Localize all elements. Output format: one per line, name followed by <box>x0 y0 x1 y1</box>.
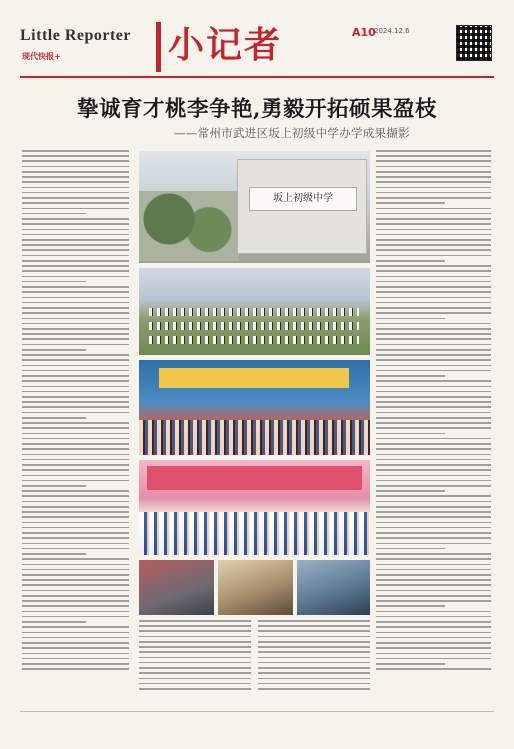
text-line-placeholder <box>376 475 491 477</box>
text-line-placeholder <box>22 239 129 241</box>
text-line-placeholder <box>22 579 129 581</box>
article-headline: 挚诚育才桃李争艳,勇毅开拓硕果盈枝 <box>77 97 437 122</box>
text-line-placeholder <box>22 569 129 571</box>
text-line-placeholder <box>22 464 129 466</box>
text-line-placeholder <box>376 265 491 267</box>
text-line-placeholder <box>376 605 445 607</box>
text-line-placeholder <box>258 630 370 632</box>
text-line-placeholder <box>376 417 491 419</box>
text-line-placeholder <box>139 630 251 632</box>
photo-stage-banner <box>159 368 349 388</box>
text-line-placeholder <box>376 208 491 210</box>
text-line-placeholder <box>22 637 129 639</box>
text-line-placeholder <box>376 286 491 288</box>
text-line-placeholder <box>376 150 491 152</box>
text-line-placeholder <box>139 641 251 643</box>
text-line-placeholder <box>22 281 86 283</box>
text-line-placeholder <box>22 192 129 194</box>
text-line-placeholder <box>22 511 129 513</box>
text-line-placeholder <box>22 548 129 550</box>
text-line-placeholder <box>376 160 491 162</box>
text-line-placeholder <box>22 495 129 497</box>
text-line-placeholder <box>22 433 129 435</box>
text-line-placeholder <box>22 611 129 613</box>
text-line-placeholder <box>22 558 129 560</box>
text-line-placeholder <box>376 276 491 278</box>
text-line-placeholder <box>376 412 491 414</box>
text-line-placeholder <box>376 548 445 550</box>
text-line-placeholder <box>22 658 129 660</box>
text-line-placeholder <box>22 632 129 634</box>
text-line-placeholder <box>22 291 129 293</box>
text-line-placeholder <box>22 260 129 262</box>
text-line-placeholder <box>22 448 129 450</box>
text-line-placeholder <box>376 365 491 367</box>
text-line-placeholder <box>258 672 370 674</box>
photo-group-banner <box>147 466 362 490</box>
text-line-placeholder <box>376 668 491 670</box>
text-line-placeholder <box>376 427 491 429</box>
text-line-placeholder <box>376 600 491 602</box>
masthead-sub-label: 现代快报+ <box>22 52 61 61</box>
text-line-placeholder <box>22 626 129 628</box>
text-line-placeholder <box>22 595 129 597</box>
photo-gate-sign: 坂上初级中学 <box>249 187 357 211</box>
text-line-placeholder <box>22 475 129 477</box>
text-line-placeholder <box>376 297 491 299</box>
masthead-divider <box>20 76 494 78</box>
text-line-placeholder <box>22 406 129 408</box>
text-line-placeholder <box>376 223 491 225</box>
text-line-placeholder <box>258 620 370 622</box>
text-line-placeholder <box>376 611 491 613</box>
text-line-placeholder <box>22 160 129 162</box>
text-line-placeholder <box>376 532 491 534</box>
text-line-placeholder <box>376 480 491 482</box>
text-line-placeholder <box>258 625 370 627</box>
text-line-placeholder <box>22 176 129 178</box>
text-line-placeholder <box>139 657 251 659</box>
text-line-placeholder <box>22 187 129 189</box>
text-line-placeholder <box>22 255 129 257</box>
text-line-placeholder <box>376 396 491 398</box>
text-line-placeholder <box>22 333 129 335</box>
text-line-placeholder <box>376 176 491 178</box>
text-line-placeholder <box>376 448 491 450</box>
text-line-placeholder <box>376 490 445 492</box>
text-line-placeholder <box>22 365 129 367</box>
text-line-placeholder <box>22 543 129 545</box>
text-line-placeholder <box>22 265 129 267</box>
text-line-placeholder <box>22 181 129 183</box>
text-line-placeholder <box>22 202 129 204</box>
text-line-placeholder <box>22 412 129 414</box>
text-line-placeholder <box>22 318 129 320</box>
section-title: 小记者 <box>168 24 283 66</box>
text-line-placeholder <box>376 406 491 408</box>
text-line-placeholder <box>376 312 491 314</box>
photo-group-performance <box>139 460 370 555</box>
issue-date: 2024.12.6 <box>374 27 410 35</box>
text-line-placeholder <box>22 386 129 388</box>
text-line-placeholder <box>139 667 251 669</box>
text-line-placeholder <box>376 626 491 628</box>
text-line-placeholder <box>22 276 129 278</box>
text-line-placeholder <box>22 208 129 210</box>
text-line-placeholder <box>139 620 251 622</box>
text-line-placeholder <box>139 688 251 690</box>
text-line-placeholder <box>376 338 491 340</box>
text-line-placeholder <box>22 532 129 534</box>
photo-student-row <box>149 308 359 316</box>
text-line-placeholder <box>376 375 445 377</box>
body-column-bottom-1 <box>139 620 251 695</box>
text-line-placeholder <box>22 213 86 215</box>
text-line-placeholder <box>258 646 370 648</box>
text-line-placeholder <box>22 171 129 173</box>
text-line-placeholder <box>376 438 491 440</box>
text-line-placeholder <box>258 651 370 653</box>
text-line-placeholder <box>376 616 491 618</box>
text-line-placeholder <box>376 239 491 241</box>
photo-classroom-3 <box>297 560 370 615</box>
text-line-placeholder <box>22 443 129 445</box>
photo-trees <box>139 191 239 261</box>
masthead-red-bar <box>156 22 161 72</box>
text-line-placeholder <box>22 454 129 456</box>
text-line-placeholder <box>22 380 129 382</box>
text-line-placeholder <box>376 637 491 639</box>
text-line-placeholder <box>376 155 491 157</box>
text-line-placeholder <box>376 270 491 272</box>
text-line-placeholder <box>376 579 491 581</box>
text-line-placeholder <box>22 506 129 508</box>
text-line-placeholder <box>376 495 491 497</box>
text-line-placeholder <box>22 229 129 231</box>
text-line-placeholder <box>22 584 129 586</box>
text-line-placeholder <box>376 359 491 361</box>
text-line-placeholder <box>22 354 129 356</box>
text-line-placeholder <box>22 490 129 492</box>
text-line-placeholder <box>376 516 491 518</box>
text-line-placeholder <box>22 427 129 429</box>
text-line-placeholder <box>376 281 491 283</box>
text-line-placeholder <box>376 302 491 304</box>
text-line-placeholder <box>22 616 129 618</box>
text-line-placeholder <box>376 244 491 246</box>
text-line-placeholder <box>22 297 129 299</box>
text-line-placeholder <box>376 249 491 251</box>
text-line-placeholder <box>22 312 129 314</box>
text-line-placeholder <box>376 569 491 571</box>
text-line-placeholder <box>376 307 491 309</box>
body-column-bottom-2 <box>258 620 370 695</box>
photo-group-people <box>139 512 370 555</box>
text-line-placeholder <box>22 391 129 393</box>
photo-classroom-1 <box>139 560 214 615</box>
text-line-placeholder <box>22 417 86 419</box>
photo-student-parade <box>139 268 370 355</box>
text-line-placeholder <box>22 155 129 157</box>
text-line-placeholder <box>376 328 491 330</box>
text-line-placeholder <box>22 668 129 670</box>
text-line-placeholder <box>376 380 491 382</box>
text-line-placeholder <box>376 564 491 566</box>
text-line-placeholder <box>22 401 129 403</box>
text-line-placeholder <box>22 621 86 623</box>
text-line-placeholder <box>22 323 129 325</box>
text-line-placeholder <box>376 443 491 445</box>
text-line-placeholder <box>139 636 251 638</box>
text-line-placeholder <box>376 323 491 325</box>
text-line-placeholder <box>22 647 129 649</box>
text-line-placeholder <box>22 438 129 440</box>
text-line-placeholder <box>139 672 251 674</box>
text-line-placeholder <box>22 516 129 518</box>
text-line-placeholder <box>376 422 491 424</box>
text-line-placeholder <box>258 667 370 669</box>
text-line-placeholder <box>22 485 86 487</box>
text-line-placeholder <box>376 187 491 189</box>
text-line-placeholder <box>22 249 129 251</box>
text-line-placeholder <box>376 527 491 529</box>
text-line-placeholder <box>22 307 129 309</box>
text-line-placeholder <box>376 454 491 456</box>
text-line-placeholder <box>376 260 445 262</box>
text-line-placeholder <box>376 469 491 471</box>
text-line-placeholder <box>376 590 491 592</box>
text-line-placeholder <box>22 375 129 377</box>
footer-divider <box>20 711 494 712</box>
text-line-placeholder <box>139 625 251 627</box>
text-line-placeholder <box>22 564 129 566</box>
text-line-placeholder <box>376 459 491 461</box>
text-line-placeholder <box>376 501 491 503</box>
text-line-placeholder <box>376 511 491 513</box>
text-line-placeholder <box>22 270 129 272</box>
text-line-placeholder <box>22 422 129 424</box>
article-subhead: ——常州市武进区坂上初级中学办学成果撷影 <box>174 126 410 140</box>
text-line-placeholder <box>376 192 491 194</box>
text-line-placeholder <box>22 663 129 665</box>
text-line-placeholder <box>22 653 129 655</box>
text-line-placeholder <box>22 600 129 602</box>
text-line-placeholder <box>376 653 491 655</box>
text-line-placeholder <box>376 401 491 403</box>
text-line-placeholder <box>376 354 491 356</box>
text-line-placeholder <box>22 605 129 607</box>
text-line-placeholder <box>22 574 129 576</box>
text-line-placeholder <box>376 344 491 346</box>
text-line-placeholder <box>376 318 445 320</box>
text-line-placeholder <box>376 386 491 388</box>
text-line-placeholder <box>139 662 251 664</box>
text-line-placeholder <box>376 558 491 560</box>
text-line-placeholder <box>258 636 370 638</box>
text-line-placeholder <box>22 370 129 372</box>
photo-student-row <box>149 322 359 330</box>
page-number: A10 <box>352 26 376 39</box>
text-line-placeholder <box>376 663 445 665</box>
text-line-placeholder <box>22 642 129 644</box>
text-line-placeholder <box>376 229 491 231</box>
text-line-placeholder <box>376 391 491 393</box>
text-line-placeholder <box>22 244 129 246</box>
text-line-placeholder <box>22 553 86 555</box>
text-line-placeholder <box>376 213 491 215</box>
text-line-placeholder <box>376 485 491 487</box>
text-line-placeholder <box>376 647 491 649</box>
text-line-placeholder <box>376 584 491 586</box>
text-line-placeholder <box>376 181 491 183</box>
text-line-placeholder <box>22 459 129 461</box>
text-line-placeholder <box>22 537 129 539</box>
text-line-placeholder <box>22 469 129 471</box>
text-line-placeholder <box>376 218 491 220</box>
text-line-placeholder <box>258 683 370 685</box>
text-line-placeholder <box>376 522 491 524</box>
text-line-placeholder <box>376 171 491 173</box>
text-line-placeholder <box>376 255 491 257</box>
text-line-placeholder <box>22 480 129 482</box>
text-line-placeholder <box>258 678 370 680</box>
text-line-placeholder <box>22 218 129 220</box>
text-line-placeholder <box>22 396 129 398</box>
text-line-placeholder <box>376 333 491 335</box>
text-line-placeholder <box>22 501 129 503</box>
photo-stage-event <box>139 360 370 455</box>
text-line-placeholder <box>22 522 129 524</box>
text-line-placeholder <box>376 291 491 293</box>
text-line-placeholder <box>22 590 129 592</box>
text-line-placeholder <box>376 234 491 236</box>
text-line-placeholder <box>22 197 129 199</box>
text-line-placeholder <box>22 359 129 361</box>
text-line-placeholder <box>22 150 129 152</box>
text-line-placeholder <box>376 574 491 576</box>
text-line-placeholder <box>376 464 491 466</box>
text-line-placeholder <box>376 433 445 435</box>
text-line-placeholder <box>139 683 251 685</box>
text-line-placeholder <box>376 632 491 634</box>
text-line-placeholder <box>22 234 129 236</box>
text-line-placeholder <box>22 527 129 529</box>
qr-code-icon <box>456 25 492 61</box>
text-line-placeholder <box>376 197 491 199</box>
text-line-placeholder <box>22 349 86 351</box>
text-line-placeholder <box>22 166 129 168</box>
text-line-placeholder <box>376 658 491 660</box>
photo-classroom-2 <box>218 560 293 615</box>
text-line-placeholder <box>376 537 491 539</box>
body-column-right <box>376 150 491 695</box>
text-line-placeholder <box>376 506 491 508</box>
text-line-placeholder <box>376 166 491 168</box>
text-line-placeholder <box>376 642 491 644</box>
text-line-placeholder <box>22 328 129 330</box>
masthead-english-title: Little Reporter <box>20 27 132 44</box>
photo-school-gate <box>139 151 370 263</box>
photo-student-row <box>149 336 359 344</box>
text-line-placeholder <box>376 595 491 597</box>
photo-stage-crowd <box>139 420 370 455</box>
text-line-placeholder <box>376 349 491 351</box>
text-line-placeholder <box>22 223 129 225</box>
text-line-placeholder <box>22 302 129 304</box>
text-line-placeholder <box>22 338 129 340</box>
text-line-placeholder <box>258 662 370 664</box>
text-line-placeholder <box>139 646 251 648</box>
body-column-left <box>22 150 129 695</box>
text-line-placeholder <box>258 657 370 659</box>
text-line-placeholder <box>376 553 491 555</box>
text-line-placeholder <box>376 621 491 623</box>
text-line-placeholder <box>139 651 251 653</box>
text-line-placeholder <box>376 202 445 204</box>
text-line-placeholder <box>376 370 491 372</box>
text-line-placeholder <box>258 641 370 643</box>
text-line-placeholder <box>139 678 251 680</box>
text-line-placeholder <box>376 543 491 545</box>
text-line-placeholder <box>22 286 129 288</box>
text-line-placeholder <box>258 688 370 690</box>
text-line-placeholder <box>22 344 129 346</box>
